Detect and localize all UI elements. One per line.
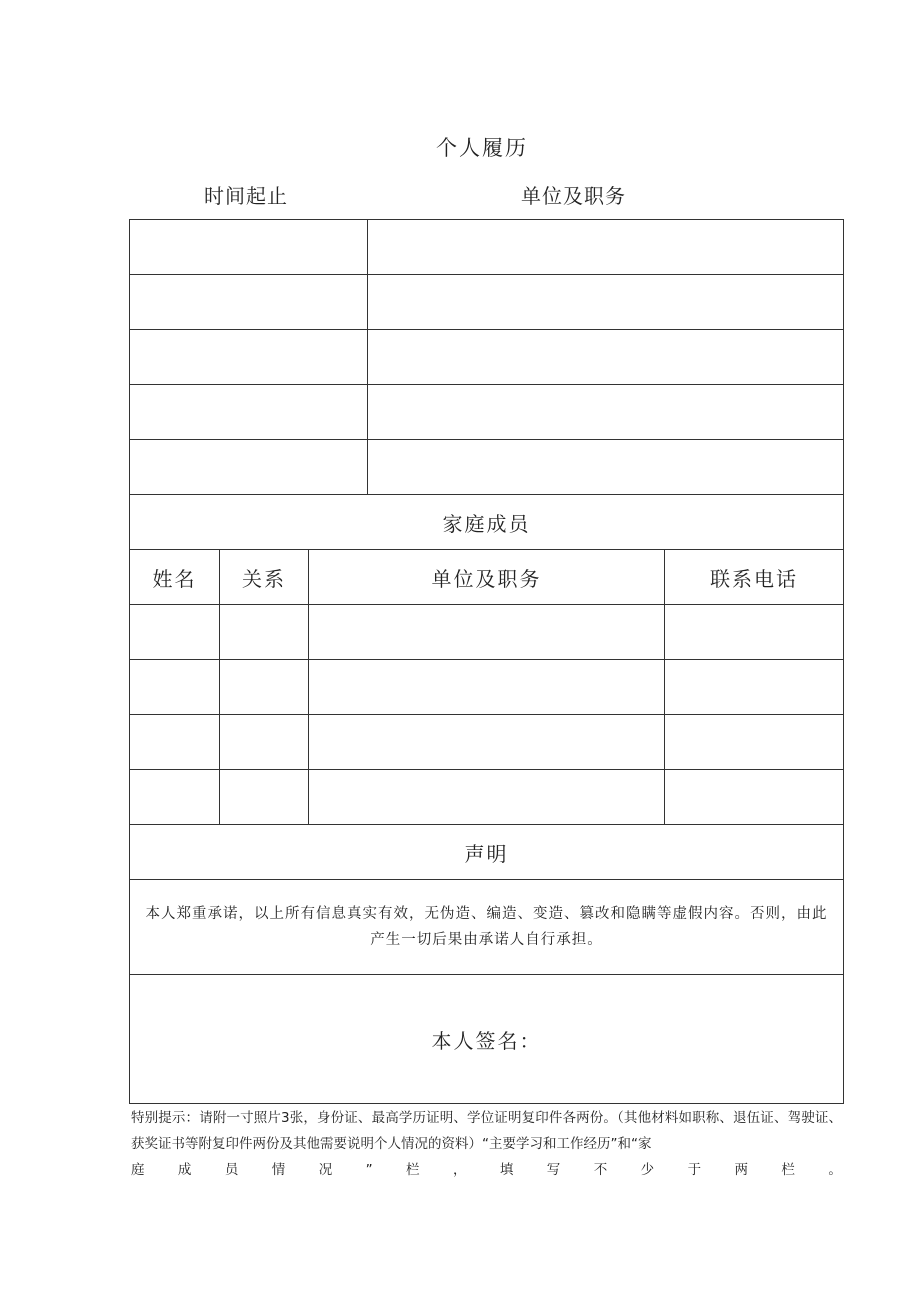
family-section-title: 家庭成员	[130, 495, 843, 550]
note-char: 情	[271, 1162, 286, 1178]
family-name-cell[interactable]	[130, 660, 220, 714]
special-note-last-line	[131, 1157, 842, 1183]
resume-form	[129, 219, 844, 1104]
family-phone-cell[interactable]	[665, 770, 843, 824]
note-char: 栏	[406, 1162, 420, 1178]
special-note-text: 特别提示：请附一寸照片3张，身份证、最高学历证明、学位证明复印件各两份。（其他材料如职称、退伍证、驾驶证、获奖证书等附复印件两份及其他需要说明个人情况的资料）“主要学习和工作经历”和“家	[131, 1110, 842, 1152]
signature-label: 本人签名：	[431, 1028, 542, 1053]
signature-area[interactable]	[130, 975, 843, 1103]
family-unit-cell[interactable]	[309, 660, 665, 714]
history-unit-cell[interactable]	[368, 220, 843, 274]
history-time-cell[interactable]	[130, 385, 368, 439]
history-unit-cell[interactable]	[368, 330, 843, 384]
family-phone-cell[interactable]	[665, 715, 843, 769]
history-time-cell[interactable]	[130, 220, 368, 274]
history-time-cell[interactable]	[130, 330, 368, 384]
note-char: 况	[318, 1162, 333, 1178]
family-phone-cell[interactable]	[665, 660, 843, 714]
note-char: 少	[640, 1162, 655, 1178]
family-row	[130, 770, 843, 825]
family-unit-cell[interactable]	[309, 770, 665, 824]
note-char: ，	[452, 1162, 467, 1178]
family-name-header: 姓名	[130, 550, 220, 604]
history-row	[130, 275, 843, 330]
note-char: 填	[499, 1162, 514, 1178]
special-note	[131, 1105, 842, 1183]
history-time-header: 时间起止	[204, 184, 288, 208]
family-name-cell[interactable]	[130, 770, 220, 824]
note-char: 庭	[131, 1162, 145, 1178]
history-time-cell[interactable]	[130, 275, 368, 329]
history-unit-cell[interactable]	[368, 385, 843, 439]
history-unit-header: 单位及职务	[521, 184, 626, 208]
note-char: 写	[546, 1162, 561, 1178]
note-char: 员	[224, 1162, 239, 1178]
note-char: ”	[365, 1162, 373, 1178]
family-unit-cell[interactable]	[309, 605, 665, 659]
history-unit-cell[interactable]	[368, 275, 843, 329]
family-unit-cell[interactable]	[309, 715, 665, 769]
family-row	[130, 715, 843, 770]
history-unit-cell[interactable]	[368, 440, 843, 494]
family-relation-cell[interactable]	[220, 715, 309, 769]
family-header-row	[130, 550, 843, 605]
note-char: 于	[687, 1162, 702, 1178]
family-phone-header: 联系电话	[710, 566, 798, 591]
note-char: 不	[593, 1162, 608, 1178]
family-row	[130, 660, 843, 715]
family-relation-cell[interactable]	[220, 605, 309, 659]
note-char: 栏	[781, 1162, 795, 1178]
note-char: 。	[828, 1162, 842, 1178]
declaration-text: 本人郑重承诺，以上所有信息真实有效，无伪造、编造、变造、篡改和隐瞒等虚假内容。否则，由此产生一切后果由承诺人自行承担。	[130, 880, 843, 975]
family-relation-cell[interactable]	[220, 660, 309, 714]
history-time-cell[interactable]	[130, 440, 368, 494]
history-row	[130, 440, 843, 495]
family-unit-header: 单位及职务	[309, 550, 665, 604]
note-char: 两	[734, 1162, 748, 1178]
family-name-cell[interactable]	[130, 715, 220, 769]
family-name-cell[interactable]	[130, 605, 220, 659]
family-relation-header: 关系	[220, 550, 309, 604]
declaration-section-title: 声明	[130, 825, 843, 880]
history-row	[130, 385, 843, 440]
page-title: 个人履历	[436, 136, 528, 160]
family-row	[130, 605, 843, 660]
history-row	[130, 330, 843, 385]
history-row	[130, 220, 843, 275]
note-char: 成	[177, 1162, 192, 1178]
family-phone-cell[interactable]	[665, 605, 843, 659]
family-relation-cell[interactable]	[220, 770, 309, 824]
